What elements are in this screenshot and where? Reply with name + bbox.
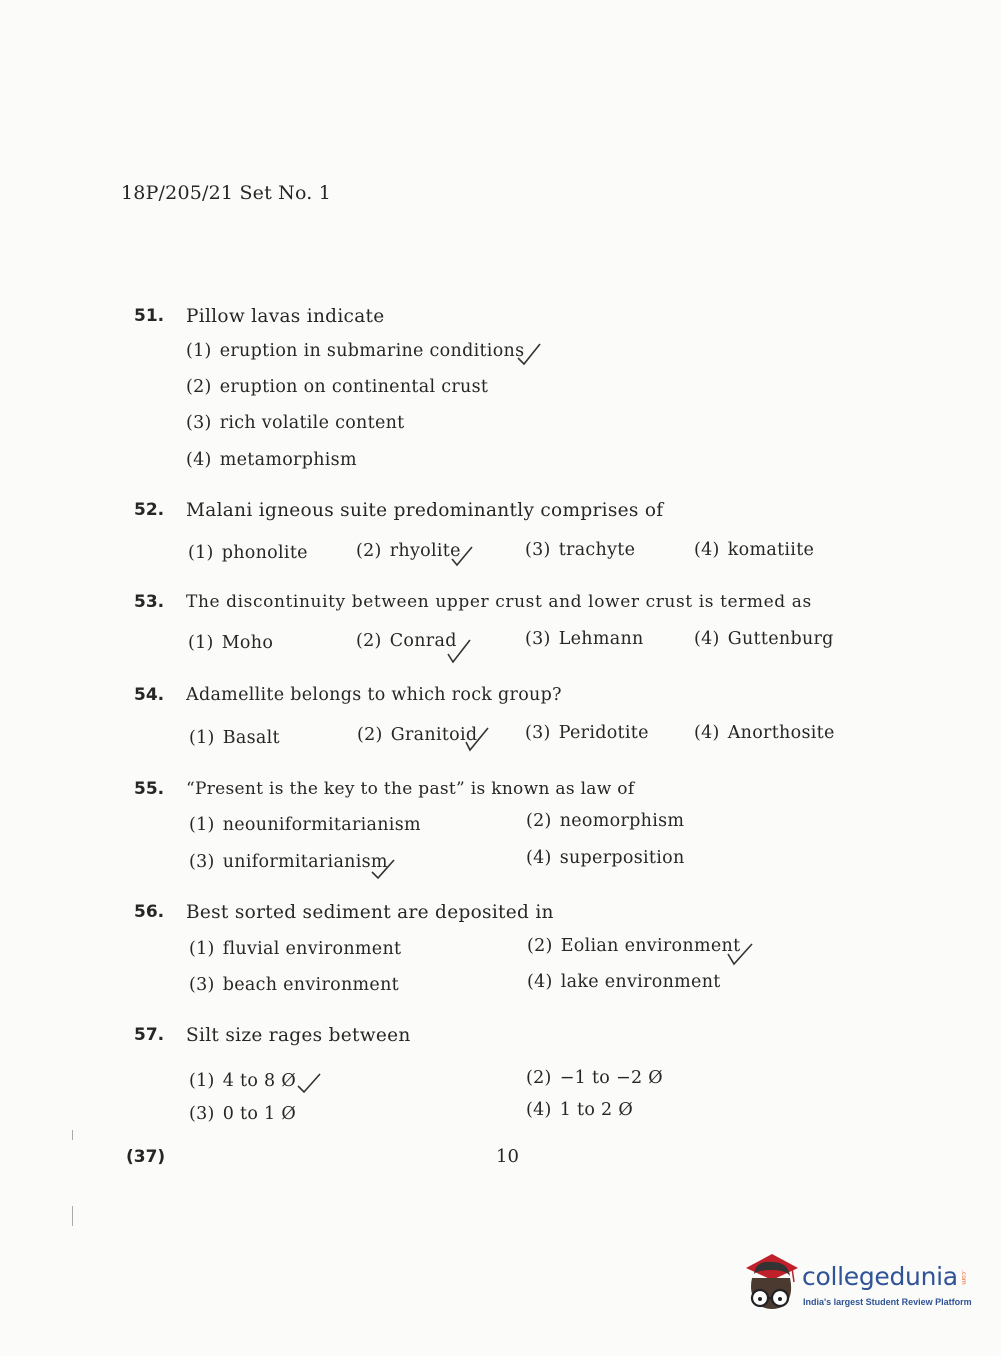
option-number: (4): [186, 450, 212, 470]
question-number: 55.: [134, 779, 165, 799]
option-number: (3): [525, 629, 551, 649]
answer-tick-mark: [298, 1072, 322, 1096]
question-text: The discontinuity between upper crust and lower crust is termed as: [186, 592, 812, 612]
option: [527, 972, 721, 992]
option: [356, 631, 457, 651]
option: [525, 629, 644, 649]
question-number: 51.: [134, 306, 165, 326]
option-text: Granitoid: [390, 725, 478, 745]
option-number: (4): [694, 540, 720, 560]
option: [694, 723, 835, 743]
question-text: Silt size rages between: [186, 1025, 411, 1046]
option-text: eruption in submarine conditions: [219, 341, 525, 361]
option-number: (4): [526, 848, 552, 868]
option: [526, 811, 684, 831]
option-text: Peridotite: [558, 723, 649, 743]
option-number: (4): [694, 629, 720, 649]
collegedunia-logo: [742, 1248, 972, 1320]
option: [189, 1071, 296, 1091]
option-number: (1): [189, 1071, 215, 1091]
answer-tick-mark: [372, 856, 396, 880]
option-number: (1): [188, 543, 214, 563]
option-text: beach environment: [222, 975, 399, 995]
question-number: 52.: [134, 500, 165, 520]
option: [356, 541, 461, 561]
option: [694, 629, 834, 649]
question-text: Pillow lavas indicate: [186, 306, 385, 327]
option: [525, 540, 635, 560]
option-number: (3): [186, 413, 212, 433]
option-number: (1): [189, 939, 215, 959]
option-number: (2): [356, 541, 382, 561]
logo-tagline: India's largest Student Review Platform: [803, 1297, 972, 1307]
paper-code: (37): [126, 1147, 166, 1167]
option: [186, 341, 524, 361]
option-text: 4 to 8 Ø: [222, 1071, 296, 1091]
option-text: Anorthosite: [727, 723, 835, 743]
option: [189, 975, 399, 995]
option: [189, 728, 280, 748]
option-text: rhyolite: [389, 541, 461, 561]
option: [357, 725, 477, 745]
option-text: phonolite: [221, 543, 308, 563]
option-text: Moho: [221, 633, 274, 653]
option: [188, 543, 308, 563]
option-number: (2): [526, 811, 552, 831]
option: [527, 936, 740, 956]
option-text: Basalt: [222, 728, 280, 748]
option-text: Eolian environment: [560, 936, 741, 956]
option: [186, 377, 488, 397]
mascot-icon: [742, 1252, 800, 1312]
option-text: fluvial environment: [222, 939, 402, 959]
option-number: (2): [186, 377, 212, 397]
question-number: 53.: [134, 592, 165, 612]
option: [188, 633, 273, 653]
scan-mark: [72, 1130, 73, 1140]
option-number: (4): [694, 723, 720, 743]
option-number: (3): [525, 540, 551, 560]
question-text: Malani igneous suite predominantly comprises of: [186, 500, 664, 521]
page-number: 10: [496, 1146, 519, 1167]
answer-tick-mark: [516, 342, 540, 366]
option-text: Lehmann: [558, 629, 644, 649]
option-text: neouniformitarianism: [222, 815, 421, 835]
option: [526, 1068, 663, 1088]
option-number: (2): [526, 1068, 552, 1088]
option-text: komatiite: [727, 540, 815, 560]
question-number: 54.: [134, 685, 165, 705]
option-number: (3): [525, 723, 551, 743]
option-text: −1 to −2 Ø: [559, 1068, 663, 1088]
option-text: Conrad: [389, 631, 457, 651]
option-number: (2): [356, 631, 382, 651]
option-text: 1 to 2 Ø: [559, 1100, 633, 1120]
option-text: superposition: [559, 848, 685, 868]
answer-tick-mark: [448, 640, 472, 664]
answer-tick-mark: [728, 942, 752, 966]
logo-wordmark: collegedunia: [802, 1262, 958, 1291]
option: [526, 1100, 633, 1120]
option-number: (1): [189, 815, 215, 835]
option-number: (1): [189, 728, 215, 748]
option-text: lake environment: [560, 972, 721, 992]
option-text: 0 to 1 Ø: [222, 1104, 296, 1124]
option: [189, 1104, 296, 1124]
question-text: Best sorted sediment are deposited in: [186, 902, 554, 923]
option-text: uniformitarianism: [222, 852, 388, 872]
scan-mark: [72, 1206, 73, 1226]
question-number: 56.: [134, 902, 165, 922]
option-text: neomorphism: [559, 811, 685, 831]
option-text: Guttenburg: [727, 629, 834, 649]
option: [186, 413, 405, 433]
option-text: metamorphism: [219, 450, 357, 470]
option: [526, 848, 685, 868]
option: [525, 723, 649, 743]
option-text: trachyte: [558, 540, 636, 560]
option-number: (3): [189, 1104, 215, 1124]
option-text: rich volatile content: [219, 413, 405, 433]
option: [189, 815, 421, 835]
question-number: 57.: [134, 1025, 165, 1045]
option-number: (4): [527, 972, 553, 992]
option-number: (2): [357, 725, 383, 745]
option-number: (1): [186, 341, 212, 361]
option-text: eruption on continental crust: [219, 377, 489, 397]
option-number: (3): [189, 852, 215, 872]
question-text: “Present is the key to the past” is known as law of: [186, 779, 635, 799]
answer-tick-mark: [452, 545, 476, 569]
logo-domain-suffix: .com: [960, 1270, 967, 1285]
option-number: (3): [189, 975, 215, 995]
option: [694, 540, 814, 560]
option-number: (1): [188, 633, 214, 653]
option-number: (4): [526, 1100, 552, 1120]
option-number: (2): [527, 936, 553, 956]
option: [189, 852, 388, 872]
answer-tick-mark: [466, 728, 490, 752]
option: [189, 939, 401, 959]
option: [186, 450, 357, 470]
question-text: Adamellite belongs to which rock group?: [186, 685, 562, 705]
set-info-header: 18P/205/21 Set No. 1: [121, 182, 332, 204]
